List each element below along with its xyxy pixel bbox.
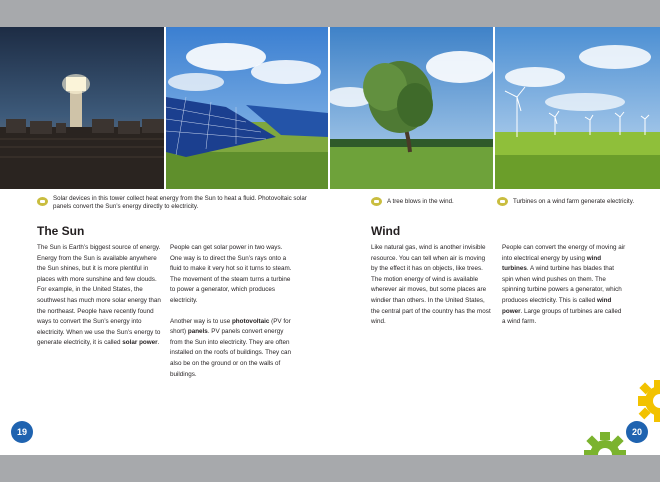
wind-farm-photo — [495, 27, 660, 189]
body-paragraph: People can get solar power in two ways. One way is to direct the Sun’s rays onto a fluid to make it very hot so it turns to steam. The movement of the steam turns a turbine to power a generator, which produces electricity. — [170, 244, 292, 304]
yellow-gear-icon — [632, 378, 660, 424]
caption-turbines: Turbines on a wind farm generate electricity. — [513, 198, 635, 205]
wind-column-1: Like natural gas, wind is another invisible resource. You can tell when air is moving by the effect it has on objects, like trees. The motion energy of wind is available wherever air moves, but some places are windier than others. In the United States, the central part of the country has the most wind. — [371, 244, 491, 326]
body-text: . A wind turbine has blades that spin when wind pushes on them. The spinning turbine powers a generator, which produces electricity. This is called — [502, 265, 622, 304]
key-term: panels — [187, 328, 208, 336]
bottom-bar — [0, 455, 660, 482]
body-text: Another way is to use — [170, 317, 232, 325]
section-title-sun: The Sun — [37, 224, 85, 238]
key-term: photovoltaic — [231, 317, 270, 325]
body-text: (PV for short) — [170, 317, 291, 336]
page-number-right: 20 — [626, 421, 648, 443]
sun-column-2 — [170, 243, 294, 380]
caption-tree: A tree blows in the wind. — [387, 198, 454, 205]
camera-icon — [497, 197, 508, 206]
body-paragraph — [170, 317, 294, 381]
windblown-tree-photo — [330, 27, 493, 189]
body-text: . Large groups of turbines are called a wind farm. — [502, 307, 622, 326]
camera-icon — [371, 197, 382, 206]
section-title-wind: Wind — [371, 224, 401, 238]
solar-panels-photo — [166, 27, 328, 189]
camera-icon — [37, 197, 48, 206]
solar-tower-photo — [0, 27, 164, 189]
body-text: People can convert the energy of moving air into electrical energy by using — [502, 244, 626, 262]
key-term: wind turbines — [502, 254, 602, 273]
key-term: solar power — [122, 339, 158, 347]
body-text: . PV panels convert energy from the Sun into electricity. They are often installed on the roofs of buildings. They can also be on the ground or on the walls of buildings. — [170, 328, 291, 378]
body-text: The Sun is Earth’s biggest source of energy. Energy from the Sun is available anywhere the Sun shines, but it is more plentiful in places with more sunshine and few clouds. For example, in the United States, the southwest has much more solar energy than the northeast. People have recently found ways to convert the Sun’s energy into electricity. When we use the Sun’s energy to generate electricity, it is called — [37, 244, 161, 347]
caption-solar: Solar devices in this tower collect heat energy from the Sun to heat a fluid. Photovoltaic solar panels convert the Sun’s energy directly to electricity. — [53, 195, 307, 210]
key-term: wind power — [502, 296, 612, 315]
body-text: . — [157, 339, 160, 347]
top-bar — [0, 0, 660, 27]
sun-column-1 — [37, 243, 161, 349]
page-number-left: 19 — [11, 421, 33, 443]
wind-column-2 — [502, 243, 626, 328]
green-gear-icon — [582, 430, 628, 455]
